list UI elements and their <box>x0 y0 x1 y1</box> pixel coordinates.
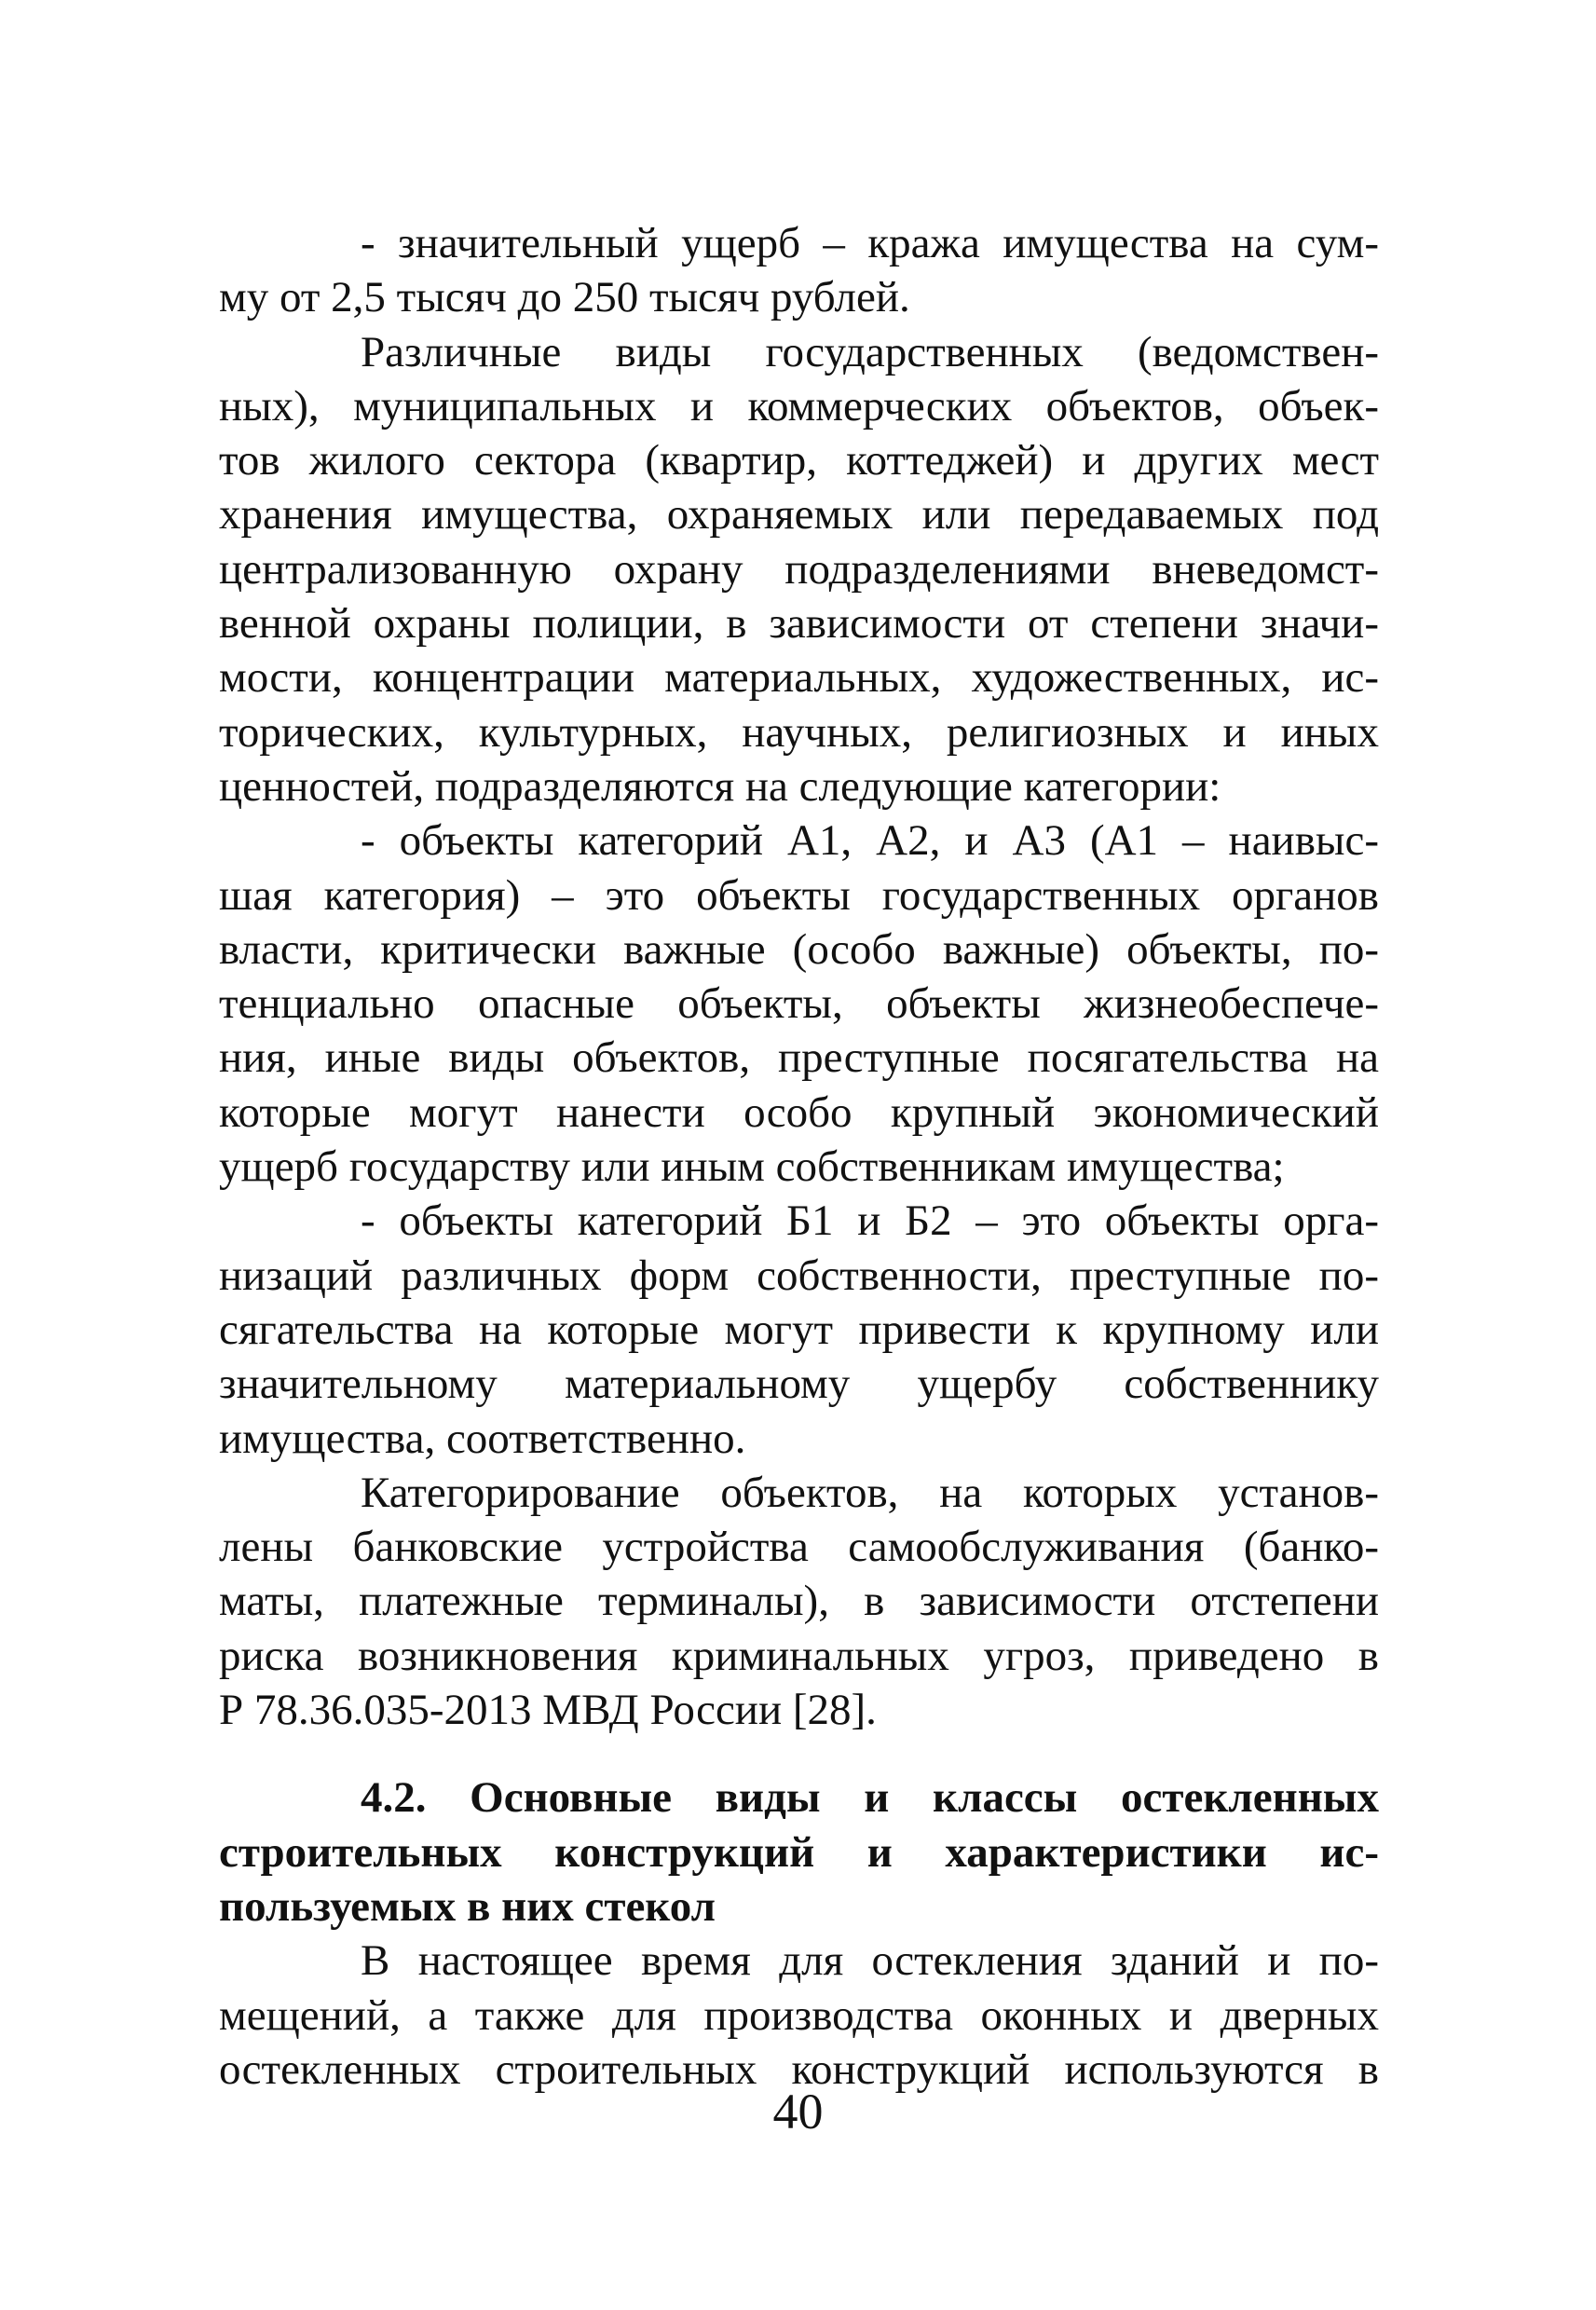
text-line: ных), муниципальных и коммерческих объектов, объек- <box>219 381 1379 431</box>
text-line: му от 2,5 тысяч до 250 тысяч рублей. <box>219 273 910 322</box>
text-line: Категорирование объектов, на которых установ- <box>361 1468 1379 1517</box>
text-line: Различные виды государственных (ведомствен- <box>361 327 1379 376</box>
text-line: низаций различных форм собственности, преступные по- <box>219 1251 1379 1300</box>
text-line: риска возникновения криминальных угроз, приведено в <box>219 1631 1379 1680</box>
text-line: В настоящее время для остекления зданий и по- <box>361 1936 1379 1986</box>
text-line: - объекты категорий А1, А2, и А3 (А1 – наивыс- <box>361 816 1379 866</box>
text-line: хранения имущества, охраняемых или передаваемых под <box>219 490 1379 540</box>
paragraph-significant-damage <box>219 216 1379 325</box>
text-line: венной охраны полиции, в зависимости от степени значи- <box>219 599 1379 649</box>
text-line: лены банковские устройства самообслуживания (банко- <box>219 1523 1379 1572</box>
page-body <box>219 216 1379 2097</box>
text-line: ущерб государству или иным собственникам имущества; <box>219 1142 1285 1192</box>
text-line: ния, иные виды объектов, преступные посягательства на <box>219 1033 1379 1083</box>
text-line: которые могут нанести особо крупный экономический <box>219 1087 1379 1137</box>
text-line: централизованную охрану подразделениями вневедомст- <box>219 544 1379 594</box>
text-line: маты, платежные терминалы), в зависимости отстепени <box>219 1577 1379 1626</box>
text-line: значительному материальному ущербу собственнику <box>219 1360 1379 1409</box>
text-line: сягательства на которые могут привести к крупному или <box>219 1305 1379 1354</box>
text-line: - значительный ущерб – кража имущества на сум- <box>361 219 1379 267</box>
heading-line: 4.2. Основные виды и классы остекленных <box>361 1773 1379 1823</box>
text-line: имущества, соответственно. <box>219 1414 746 1463</box>
text-line: ценностей, подразделяются на следующие категории: <box>219 761 1221 811</box>
paragraph-category-a <box>219 813 1379 1194</box>
spacer <box>219 1737 1379 1770</box>
text-line: мости, концентрации материальных, художественных, ис- <box>219 653 1379 703</box>
text-line: торических, культурных, научных, религиозных и иных <box>219 707 1379 757</box>
page-number: 40 <box>772 2084 824 2139</box>
paragraph-object-types <box>219 325 1379 814</box>
text-line: - объекты категорий Б1 и Б2 – это объекты орга- <box>361 1196 1379 1246</box>
text-line: остекленных строительных конструкций используются в <box>219 2044 1379 2094</box>
paragraph-category-b <box>219 1194 1379 1465</box>
heading-line: пользуемых в них стекол <box>219 1881 716 1931</box>
heading-line: строительных конструкций и характеристики ис- <box>219 1827 1379 1877</box>
paragraph-atm-categorization <box>219 1466 1379 1737</box>
section-heading <box>219 1770 1379 1934</box>
text-line: мещений, а также для производства оконных и дверных <box>219 1990 1379 2040</box>
text-line: Р 78.36.035-2013 МВД России [28]. <box>219 1686 877 1735</box>
text-line: тов жилого сектора (квартир, коттеджей) и других мест <box>219 436 1379 485</box>
text-line: власти, критически важные (особо важные) объекты, по- <box>219 924 1379 974</box>
text-line: тенциально опасные объекты, объекты жизнеобеспече- <box>219 979 1379 1029</box>
paragraph-glazing-intro <box>219 1934 1379 2097</box>
text-line: шая категория) – это объекты государственных органов <box>219 870 1379 920</box>
